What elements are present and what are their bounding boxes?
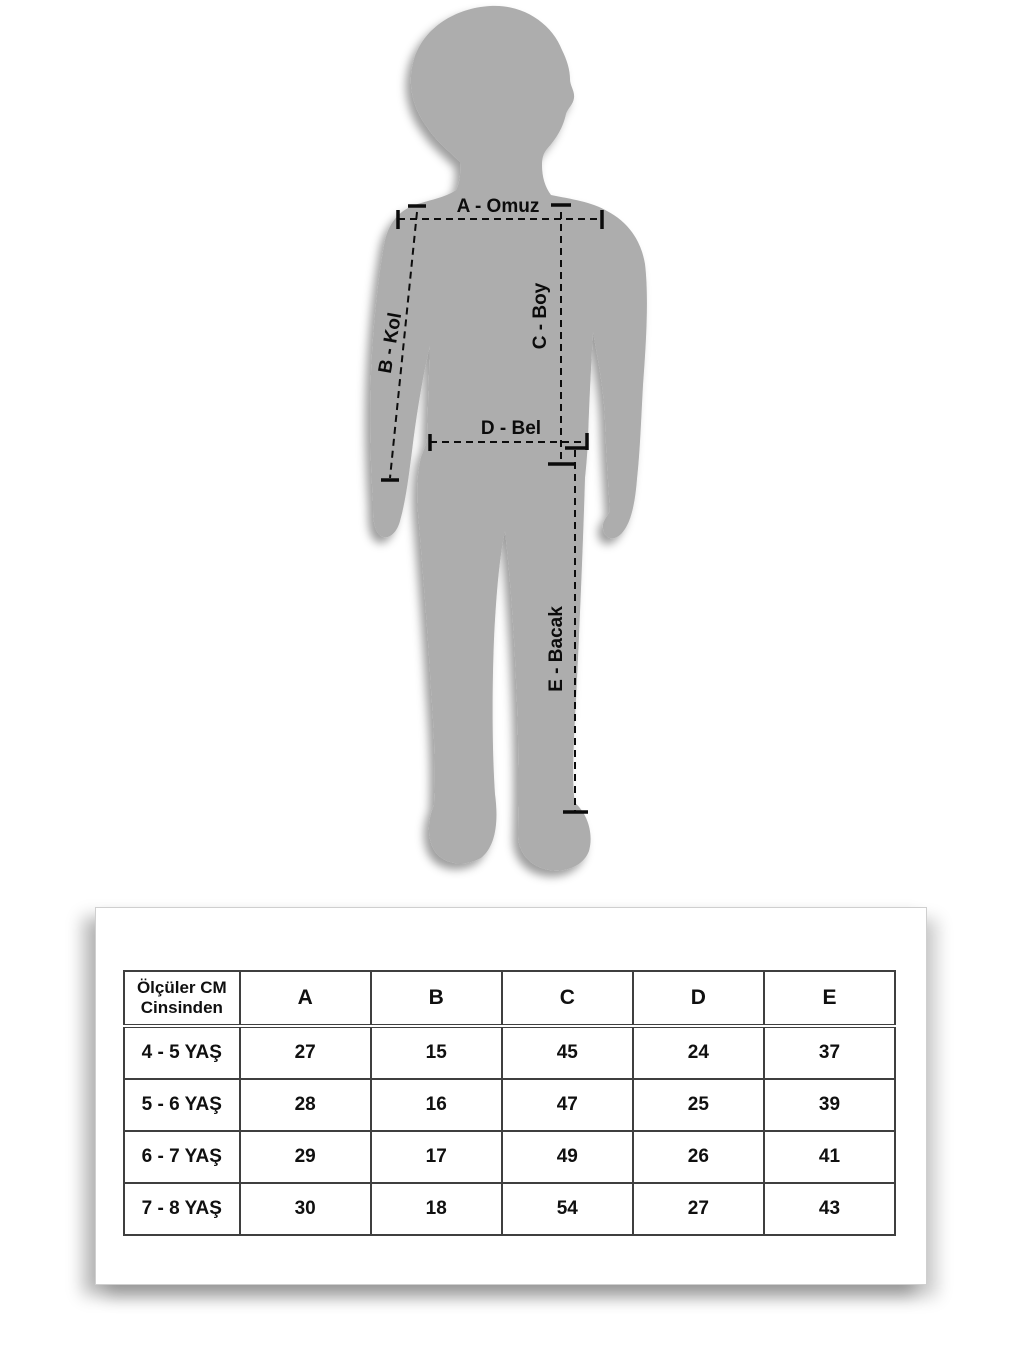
value-cell: 25 (633, 1079, 764, 1131)
value-cell: 15 (371, 1026, 502, 1079)
value-cell: 37 (764, 1026, 895, 1079)
value-cell: 27 (240, 1026, 371, 1079)
value-cell: 27 (633, 1183, 764, 1235)
measure-unit-line2: Cinsinden (140, 998, 223, 1017)
label-e-bacak: E - Bacak (546, 606, 567, 692)
value-cell: 24 (633, 1026, 764, 1079)
size-table (123, 970, 896, 1236)
label-b-kol: B - Kol (374, 311, 407, 376)
value-cell: 43 (764, 1183, 895, 1235)
value-cell: 45 (502, 1026, 633, 1079)
column-header-b: B (371, 971, 502, 1026)
column-header-c: C (502, 971, 633, 1026)
value-cell: 28 (240, 1079, 371, 1131)
value-cell: 39 (764, 1079, 895, 1131)
value-cell: 47 (502, 1079, 633, 1131)
column-header-d: D (633, 971, 764, 1026)
column-header-a: A (240, 971, 371, 1026)
table-row (124, 1026, 895, 1079)
value-cell: 41 (764, 1131, 895, 1183)
table-row (124, 1079, 895, 1131)
table-row (124, 1131, 895, 1183)
size-table-header-row (124, 971, 895, 1026)
measure-unit-header (124, 971, 240, 1026)
value-cell: 30 (240, 1183, 371, 1235)
label-d-bel: D - Bel (480, 418, 542, 439)
value-cell: 18 (371, 1183, 502, 1235)
value-cell: 26 (633, 1131, 764, 1183)
value-cell: 16 (371, 1079, 502, 1131)
size-table-card (95, 907, 927, 1285)
value-cell: 49 (502, 1131, 633, 1183)
label-a-omuz: A - Omuz (456, 196, 540, 217)
age-label: 5 - 6 YAŞ (124, 1079, 240, 1131)
value-cell: 29 (240, 1131, 371, 1183)
label-c-boy: C - Boy (530, 282, 551, 350)
value-cell: 17 (371, 1131, 502, 1183)
table-row (124, 1183, 895, 1235)
age-label: 4 - 5 YAŞ (124, 1026, 240, 1079)
age-label: 7 - 8 YAŞ (124, 1183, 240, 1235)
age-label: 6 - 7 YAŞ (124, 1131, 240, 1183)
measure-unit-line1: Ölçüler CM (136, 977, 227, 997)
value-cell: 54 (502, 1183, 633, 1235)
column-header-e: E (764, 971, 895, 1026)
